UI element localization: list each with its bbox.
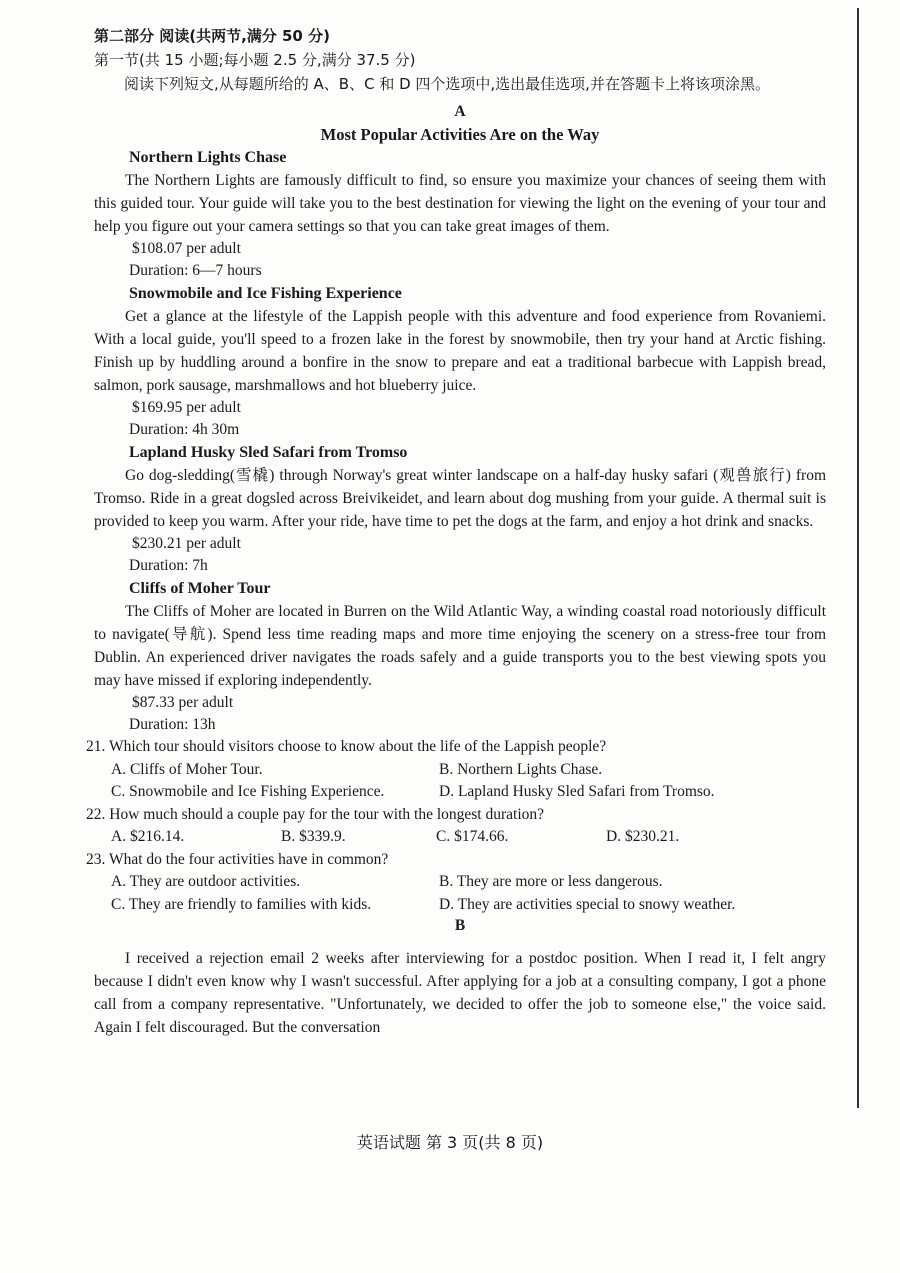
option: A. They are outdoor activities. — [111, 873, 301, 890]
section-title: 第一节(共 15 小题;每小题 2.5 分,满分 37.5 分) — [94, 51, 416, 69]
instructions: 阅读下列短文,从每题所给的 A、B、C 和 D 四个选项中,选出最佳选项,并在答题卡上将该项涂黑。 — [124, 75, 770, 93]
option-row — [111, 759, 826, 782]
question — [86, 804, 826, 849]
question-stem: 23. What do the four activities have in common? — [86, 850, 389, 868]
option: A. Cliffs of Moher Tour. — [111, 760, 263, 778]
tour-title: Snowmobile and Ice Fishing Experience — [129, 285, 402, 302]
question-stem: 22. How much should a couple pay for the tour with the longest duration? — [86, 805, 545, 823]
option-row — [111, 826, 826, 849]
tour-title: Cliffs of Moher Tour — [129, 580, 271, 597]
passage-a-title: Most Popular Activities Are on the Way — [320, 125, 600, 144]
option: D. $230.21. — [606, 828, 680, 845]
passage-a-label: A — [454, 103, 466, 120]
page-content — [86, 24, 826, 1039]
option-row — [111, 871, 826, 894]
option: D. Lapland Husky Sled Safari from Tromso. — [439, 783, 715, 800]
question-stem: 21. Which tour should visitors choose to know about the life of the Lappish people? — [86, 738, 607, 755]
option: B. $339.9. — [281, 828, 346, 845]
tour-description: Go dog-sledding(雪橇) through Norway's great winter landscape on a half-day husky safari (观兽旅行) from Tromso. Ride in a great dogsled across Breivikeidet, and learn about dog mushing from your guide. A thermal suit is provided to keep you warm. After your ride, have time to pet the dogs at the farm, and enjoy a hot drink and snacks. — [94, 467, 826, 530]
option-row — [111, 781, 826, 804]
tour-description: The Northern Lights are famously difficult to find, so ensure you maximize your chances of seeing them with this guided tour. Your guide will take you to the best destination for viewing the light on the evening of your tour and help you figure out your camera settings so that you can take great images of them. — [94, 172, 826, 235]
tour-duration: Duration: 13h — [129, 716, 216, 733]
tour-price: $230.21 per adult — [132, 535, 241, 552]
tour-title: Northern Lights Chase — [129, 149, 287, 166]
passage-b-label: B — [454, 917, 466, 934]
option: C. Snowmobile and Ice Fishing Experience. — [111, 783, 385, 800]
option: C. They are friendly to families with kids. — [111, 895, 372, 913]
part-title: 第二部分 阅读(共两节,满分 50 分) — [94, 27, 330, 45]
tour-description: The Cliffs of Moher are located in Burren on the Wild Atlantic Way, a winding coastal road notoriously difficult to navigate(导航). Spend less time reading maps and more time enjoying the scenery on a stress-free tour from Dublin. An experienced driver navigates the roads safely and a guide transports you to the best viewing spots you may have missed if exploring independently. — [94, 603, 826, 689]
tour-price: $108.07 per adult — [132, 240, 241, 257]
page-footer: 英语试题 第 3 页(共 8 页) — [356, 1133, 544, 1152]
tour-title: Lapland Husky Sled Safari from Tromso — [129, 444, 408, 461]
option: D. They are activities special to snowy weather. — [439, 895, 736, 913]
tour-duration: Duration: 6—7 hours — [129, 262, 262, 279]
tour-description: Get a glance at the lifestyle of the Lappish people with this adventure and food experience from Rovaniemi. With a local guide, you'll speed to a frozen lake in the forest by snowmobile, then try your hand at Arctic fishing. Finish up by huddling around a bonfire in the snow to prepare and eat a traditional barbecue with Lappish bread, salmon, pork sausage, marshmallows and hot blueberry juice. — [94, 308, 826, 394]
option: B. Northern Lights Chase. — [439, 760, 603, 778]
tour-duration: Duration: 7h — [129, 557, 208, 574]
option: A. $216.14. — [111, 828, 185, 845]
passage-b-text: I received a rejection email 2 weeks after interviewing for a postdoc position. When I read it, I felt angry because I didn't even know why I wasn't successful. After applying for a job at a consulting company, I got a phone call from a company representative. "Unfortunately, we decided to offer the job to someone else," the voice said. Again I felt discouraged. But the conversation — [94, 950, 826, 1036]
option: C. $174.66. — [436, 828, 509, 845]
question — [86, 736, 826, 804]
question — [86, 849, 826, 917]
tour-price: $87.33 per adult — [132, 694, 234, 711]
option: B. They are more or less dangerous. — [439, 873, 663, 890]
tour-price: $169.95 per adult — [132, 399, 241, 416]
option-row — [111, 894, 826, 917]
margin-rule — [857, 8, 859, 1108]
tour-duration: Duration: 4h 30m — [129, 421, 240, 438]
